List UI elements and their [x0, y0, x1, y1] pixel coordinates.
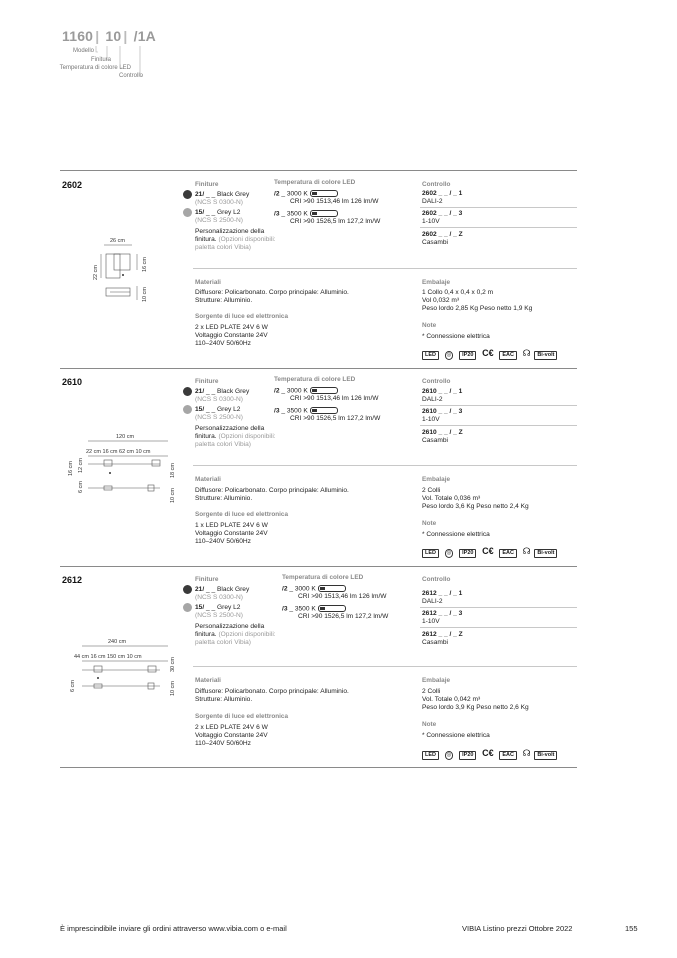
drawing-2602: [80, 230, 170, 310]
footer-order-notice: È imprescindibile inviare gli ordini attraverso www.vibia.com o e-mail: [60, 924, 287, 933]
sorgente-label: Sorgente di luce ed elettronica: [195, 511, 289, 518]
temp-3500-cri: CRI >90 1526,5 lm 127,2 lm/W: [290, 218, 381, 225]
materials-line-1: Diffusore: Policarbonato. Corpo principale: Alluminio.: [195, 487, 349, 494]
dimmer-indicator-icon: [318, 605, 346, 612]
dim-depth-2: 10 cm: [170, 681, 176, 696]
section-divider: [60, 767, 577, 768]
custom-finish-text: Personalizzazione della: [195, 228, 265, 235]
legend-finish-code: 10: [105, 28, 122, 44]
ce-icon: C€: [482, 348, 494, 358]
dimmer-indicator-icon: [310, 190, 338, 197]
certification-icons: [422, 348, 561, 360]
controllo-label: Controllo: [422, 378, 451, 385]
packing-line-2: Vol. Totale 0,036 m³: [422, 495, 481, 502]
section-divider: [60, 368, 577, 369]
class-ii-icon: ◎: [446, 352, 452, 358]
sorgente-label: Sorgente di luce ed elettronica: [195, 313, 289, 320]
control-code-casambi: 2610 _ _ / _ Z: [422, 429, 463, 436]
drawing-2612: [60, 630, 185, 710]
temp-3000: /2 _ 3000 K: [282, 585, 346, 593]
note-label: Note: [422, 322, 437, 329]
grey-l2-swatch: [183, 405, 192, 414]
ip20-icon: IP20: [459, 549, 476, 558]
bi-volt-icon: Bi-volt: [534, 549, 557, 558]
custom-finish-text-2: finitura. (Opzioni disponibili:: [195, 236, 276, 243]
class-ii-icon: ◎: [446, 550, 452, 556]
materials-line-2: Strutture: Alluminio.: [195, 696, 253, 703]
dim-width: 240 cm: [108, 639, 127, 645]
dimmer-indicator-icon: [310, 387, 338, 394]
dim-width: 120 cm: [116, 434, 135, 440]
temp-3000: /2 _ 3000 K: [274, 190, 338, 198]
model-code-2610: 2610: [62, 377, 83, 387]
finish-grey-l2-ncs: (NCS S 2500-N): [195, 414, 244, 421]
custom-finish-text: Personalizzazione della: [195, 425, 265, 432]
dim-height: 16 cm: [68, 461, 74, 476]
note-label: Note: [422, 520, 437, 527]
packing-line-1: 2 Colli: [422, 487, 441, 494]
dim-depth: 30 cm: [170, 657, 176, 672]
note-text: * Connessione elettrica: [422, 531, 490, 538]
dim-depth: 10 cm: [142, 287, 148, 302]
materials-line-2: Strutture: Alluminio.: [195, 495, 253, 502]
source-line-3: 110–240V 50/60Hz: [195, 740, 251, 747]
led-icon: LED: [422, 351, 439, 360]
dim-width: 26 cm: [110, 238, 125, 244]
subsection-divider: [193, 666, 577, 667]
finiture-label: Finiture: [195, 576, 219, 583]
controllo-label: Controllo: [422, 181, 451, 188]
ce-icon: C€: [482, 546, 494, 556]
model-code-2612: 2612: [62, 575, 83, 585]
source-line-2: Voltaggio Constante 24V: [195, 332, 268, 339]
dim-height-2: 16 cm: [142, 257, 148, 272]
legend-line-finitura: Finitura: [90, 57, 111, 63]
dimmer-indicator-icon: [310, 407, 338, 414]
controllo-label: Controllo: [422, 576, 451, 583]
note-text: * Connessione elettrica: [422, 333, 490, 340]
temp-3000-cri: CRI >90 1513,46 lm 126 lm/W: [298, 593, 387, 600]
control-name-110: 1-10V: [422, 416, 440, 423]
embalaje-label: Embalaje: [422, 677, 451, 684]
row-separator: [420, 627, 577, 628]
dim-depth-2: 10 cm: [170, 488, 176, 503]
page-number: 155: [625, 924, 638, 933]
dimmer-indicator-icon: [318, 585, 346, 592]
temperatura-label: Temperatura di colore LED: [274, 179, 356, 186]
footer-catalog-title: VIBIA Listino prezzi Ottobre 2022: [462, 924, 573, 933]
source-line-2: Voltaggio Constante 24V: [195, 732, 268, 739]
row-separator: [420, 227, 577, 228]
black-grey-swatch: [183, 387, 192, 396]
black-grey-swatch: [183, 190, 192, 199]
custom-finish-options: paletta colori Vibia): [195, 244, 251, 251]
drawing-2610: [60, 428, 185, 508]
grey-l2-swatch: [183, 208, 192, 217]
control-name-dali: DALI-2: [422, 198, 443, 205]
source-line-1: 2 x LED PLATE 24V 6 W: [195, 324, 268, 331]
custom-finish-text-2: finitura. (Opzioni disponibili:: [195, 631, 276, 638]
packing-line-3: Peso lordo 3,6 Kg Peso netto 2,4 Kg: [422, 503, 529, 510]
materials-line-1: Diffusore: Policarbonato. Corpo principale: Alluminio.: [195, 289, 349, 296]
control-name-casambi: Casambi: [422, 437, 449, 444]
ce-icon: C€: [482, 748, 494, 758]
led-icon: LED: [422, 751, 439, 760]
finiture-label: Finiture: [195, 181, 219, 188]
finish-grey-l2: 15/ _ _ Grey L2: [195, 209, 241, 216]
materiali-label: Materiali: [195, 476, 221, 483]
finish-black-grey: 21/ _ _ Black Grey: [195, 388, 250, 395]
finish-grey-l2: 15/ _ _ Grey L2: [195, 406, 241, 413]
materials-line-2: Strutture: Alluminio.: [195, 297, 253, 304]
packing-line-2: Vol 0,032 m³: [422, 297, 460, 304]
source-line-1: 2 x LED PLATE 24V 6 W: [195, 724, 268, 731]
finiture-label: Finiture: [195, 378, 219, 385]
row-separator: [420, 207, 577, 208]
dim-depth: 18 cm: [170, 463, 176, 478]
dim-height-2: 12 cm: [78, 458, 84, 473]
dim-segments: 44 cm 16 cm 150 cm 10 cm: [74, 654, 142, 660]
bi-volt-icon: Bi-volt: [534, 751, 557, 760]
subsection-divider: [193, 465, 577, 466]
section-divider: [60, 170, 577, 171]
temp-3500: /3 _ 3500 K: [274, 407, 338, 415]
temperatura-label: Temperatura di colore LED: [282, 574, 364, 581]
grey-l2-swatch: [183, 603, 192, 612]
control-code-110: 2612 _ _ / _ 3: [422, 610, 463, 617]
dim-segments: 22 cm 16 cm 62 cm 10 cm: [86, 449, 151, 455]
packing-line-2: Vol. Totale 0,042 m³: [422, 696, 481, 703]
finish-grey-l2-ncs: (NCS S 2500-N): [195, 217, 244, 224]
finish-black-grey: 21/ _ _ Black Grey: [195, 191, 250, 198]
control-name-casambi: Casambi: [422, 239, 449, 246]
temp-3000-cri: CRI >90 1513,46 lm 126 lm/W: [290, 395, 379, 402]
legend-model-code: 1160: [62, 28, 94, 44]
control-code-110: 2610 _ _ / _ 3: [422, 408, 463, 415]
source-line-1: 1 x LED PLATE 24V 6 W: [195, 522, 268, 529]
temp-3000-cri: CRI >90 1513,46 lm 126 lm/W: [290, 198, 379, 205]
control-name-110: 1-10V: [422, 218, 440, 225]
eac-icon: EAC: [499, 351, 517, 360]
control-code-110: 2602 _ _ / _ 3: [422, 210, 463, 217]
control-code-dali: 2602 _ _ / _ 1: [422, 190, 463, 197]
certification-icons: [422, 546, 561, 558]
materiali-label: Materiali: [195, 279, 221, 286]
control-name-110: 1-10V: [422, 618, 440, 625]
legend-control-code: /1A: [133, 28, 156, 44]
finish-black-grey-ncs: (NCS S 0300-N): [195, 594, 244, 601]
class-ii-icon: ◎: [446, 752, 452, 758]
source-line-3: 110–240V 50/60Hz: [195, 538, 251, 545]
finish-black-grey-ncs: (NCS S 0300-N): [195, 396, 244, 403]
materials-line-1: Diffusore: Policarbonato. Corpo principale: Alluminio.: [195, 688, 349, 695]
eac-icon: EAC: [499, 751, 517, 760]
dim-height: 22 cm: [93, 265, 99, 280]
row-separator: [420, 607, 577, 608]
sorgente-label: Sorgente di luce ed elettronica: [195, 713, 289, 720]
note-label: Note: [422, 721, 437, 728]
embalaje-label: Embalaje: [422, 279, 451, 286]
finish-black-grey: 21/ _ _ Black Grey: [195, 586, 250, 593]
packing-line-1: 1 Collo 0,4 x 0,4 x 0,2 m: [422, 289, 494, 296]
row-separator: [420, 405, 577, 406]
packing-line-1: 2 Colli: [422, 688, 441, 695]
row-separator: [420, 425, 577, 426]
finish-black-grey-ncs: (NCS S 0300-N): [195, 199, 244, 206]
control-name-casambi: Casambi: [422, 639, 449, 646]
temp-3500-cri: CRI >90 1526,5 lm 127,2 lm/W: [290, 415, 381, 422]
dimmable-icon: ☊: [522, 546, 531, 556]
led-icon: LED: [422, 549, 439, 558]
control-code-dali: 2610 _ _ / _ 1: [422, 388, 463, 395]
ip20-icon: IP20: [459, 351, 476, 360]
custom-finish-text-2: finitura. (Opzioni disponibili:: [195, 433, 276, 440]
embalaje-label: Embalaje: [422, 476, 451, 483]
ip20-icon: IP20: [459, 751, 476, 760]
dim-height-3: 6 cm: [78, 481, 84, 493]
finish-grey-l2: 15/ _ _ Grey L2: [195, 604, 241, 611]
custom-finish-text: Personalizzazione della: [195, 623, 265, 630]
legend-line-temperatura: Temperatura di colore LED: [59, 65, 131, 71]
custom-finish-options: paletta colori Vibia): [195, 639, 251, 646]
materiali-label: Materiali: [195, 677, 221, 684]
control-code-casambi: 2602 _ _ / _ Z: [422, 231, 463, 238]
temp-3500: /3 _ 3500 K: [274, 210, 338, 218]
subsection-divider: [193, 268, 577, 269]
source-line-3: 110–240V 50/60Hz: [195, 340, 251, 347]
temp-3000: /2 _ 3000 K: [274, 387, 338, 395]
legend-line-controllo: Controllo: [118, 73, 143, 79]
control-code-casambi: 2612 _ _ / _ Z: [422, 631, 463, 638]
temp-3500-cri: CRI >90 1526,5 lm 127,2 lm/W: [298, 613, 389, 620]
dimmable-icon: ☊: [522, 348, 531, 358]
dim-height: 6 cm: [70, 680, 76, 692]
legend-line-modello: Modello: [72, 48, 94, 54]
control-code-dali: 2612 _ _ / _ 1: [422, 590, 463, 597]
finish-grey-l2-ncs: (NCS S 2500-N): [195, 612, 244, 619]
bi-volt-icon: Bi-volt: [534, 351, 557, 360]
eac-icon: EAC: [499, 549, 517, 558]
source-line-2: Voltaggio Constante 24V: [195, 530, 268, 537]
temp-3500: /3 _ 3500 K: [282, 605, 346, 613]
certification-icons: [422, 748, 561, 760]
code-legend: 1160 | 10 | /1A: [62, 28, 156, 44]
control-name-dali: DALI-2: [422, 598, 443, 605]
dimmable-icon: ☊: [522, 748, 531, 758]
dimmer-indicator-icon: [310, 210, 338, 217]
temperatura-label: Temperatura di colore LED: [274, 376, 356, 383]
packing-line-3: Peso lordo 3,9 Kg Peso netto 2,6 Kg: [422, 704, 529, 711]
section-divider: [60, 566, 577, 567]
legend-brackets: [60, 44, 150, 80]
control-name-dali: DALI-2: [422, 396, 443, 403]
custom-finish-options: paletta colori Vibia): [195, 441, 251, 448]
model-code-2602: 2602: [62, 180, 83, 190]
note-text: * Connessione elettrica: [422, 732, 490, 739]
black-grey-swatch: [183, 585, 192, 594]
packing-line-3: Peso lordo 2,85 Kg Peso netto 1,9 Kg: [422, 305, 533, 312]
